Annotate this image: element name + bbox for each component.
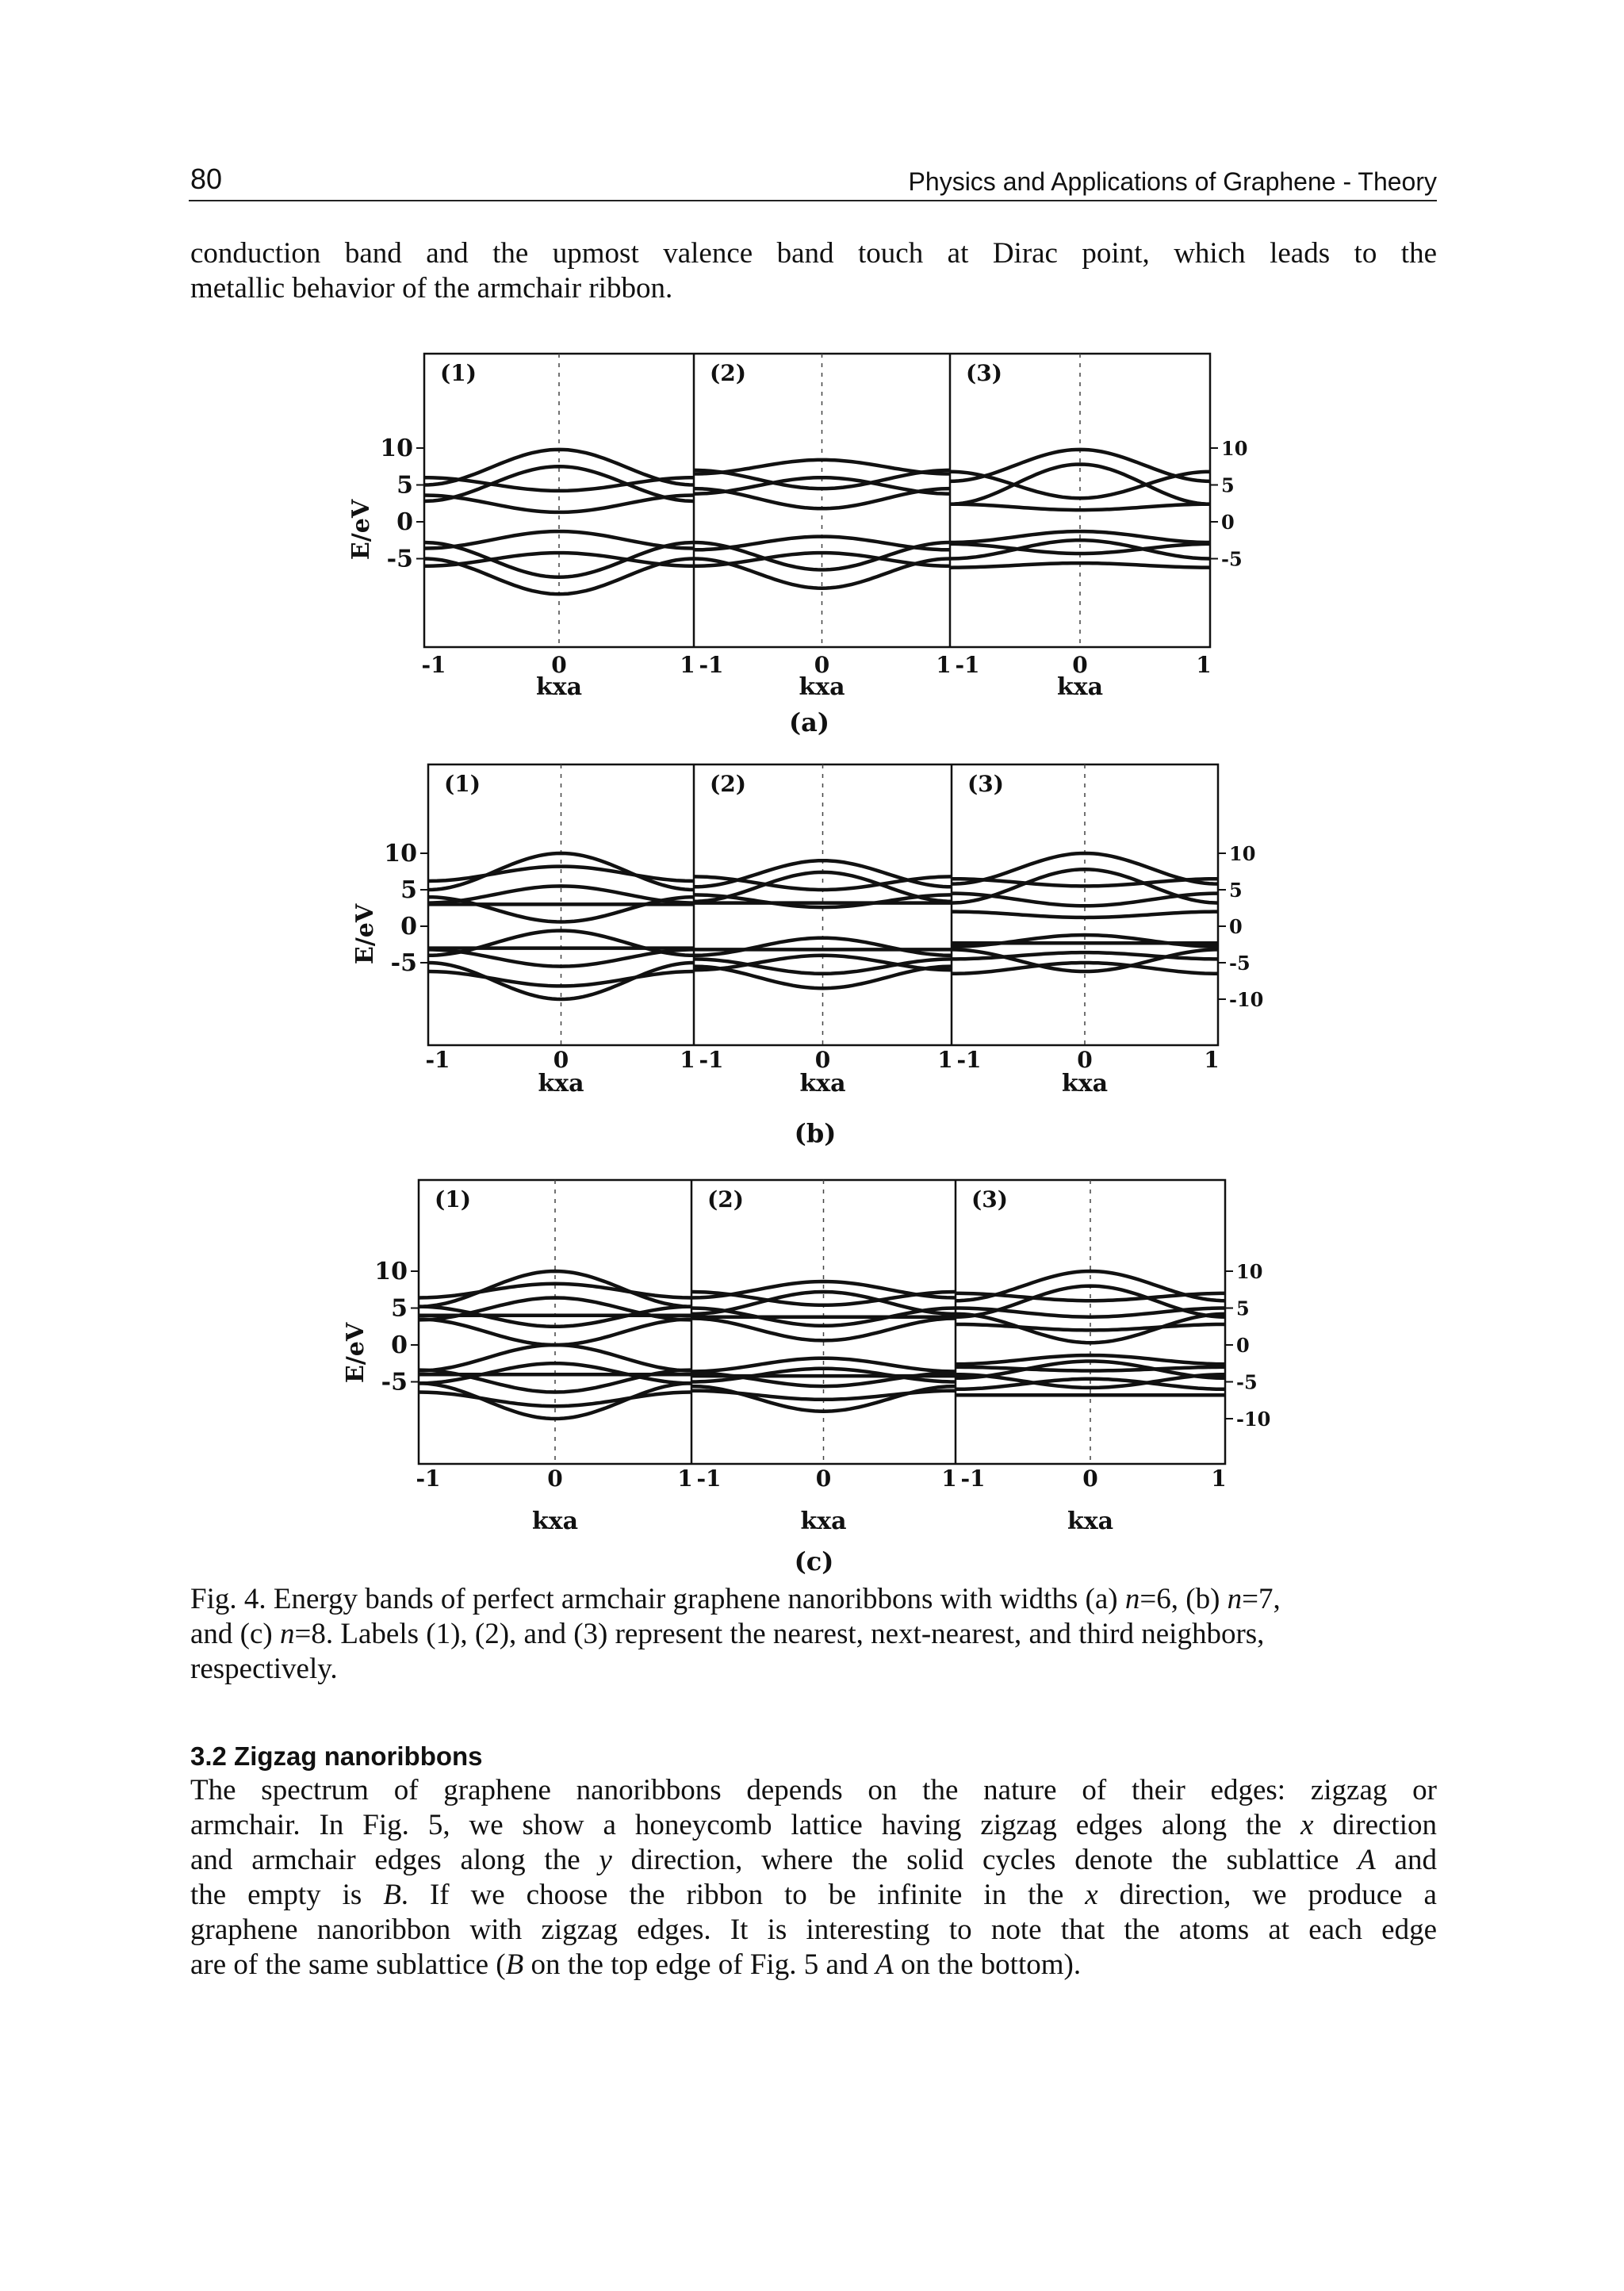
section-title: 3.2 Zigzag nanoribbons bbox=[190, 1741, 483, 1771]
energy-band-curve bbox=[952, 952, 1218, 959]
subplot-label: (1) bbox=[444, 771, 481, 797]
energy-band-curve bbox=[428, 886, 694, 902]
figure-caption bbox=[190, 1582, 1437, 1687]
x-tick-label: -1 bbox=[699, 652, 724, 678]
x-tick-label: -1 bbox=[956, 1047, 982, 1073]
energy-band-curve bbox=[428, 853, 694, 890]
x-tick-label: -1 bbox=[955, 652, 980, 678]
subplot-label: (3) bbox=[966, 360, 1002, 386]
x-axis-label: kxa bbox=[535, 673, 583, 701]
x-axis-label: kxa bbox=[531, 1508, 579, 1535]
energy-band-curve bbox=[419, 1383, 691, 1419]
panel-label: (a) bbox=[788, 707, 830, 737]
right-tick-label: -10 bbox=[1236, 1408, 1271, 1431]
energy-band-curve bbox=[694, 872, 952, 902]
caption-line: Fig. 4. Energy bands of perfect armchair graphene nanoribbons with widths (a) n=6, (b) n=7, bbox=[190, 1583, 1281, 1615]
x-tick-label: 1 bbox=[677, 1465, 693, 1492]
energy-band-curve bbox=[950, 472, 1210, 498]
energy-band-curve bbox=[952, 869, 1218, 902]
y-tick-label: 10 bbox=[384, 840, 417, 868]
subplot-label: (2) bbox=[710, 360, 746, 386]
caption-line: respectively. bbox=[190, 1653, 338, 1685]
energy-band-curve bbox=[950, 450, 1210, 481]
y-tick-label: 5 bbox=[400, 876, 417, 904]
energy-band-curve bbox=[950, 563, 1210, 568]
energy-band-curve bbox=[950, 540, 1210, 558]
text-line: and armchair edges along the y direction, where the solid cycles denote the sublattice A and bbox=[190, 1844, 1437, 1876]
right-tick-label: 10 bbox=[1236, 1260, 1263, 1283]
energy-band-curve bbox=[694, 938, 952, 956]
energy-band-curve bbox=[956, 1367, 1225, 1371]
x-tick-label: -1 bbox=[699, 1047, 724, 1073]
energy-band-curve bbox=[419, 1307, 691, 1327]
energy-band-curve bbox=[956, 1286, 1225, 1317]
energy-band-curve bbox=[952, 935, 1218, 947]
energy-band-curve bbox=[956, 1362, 1225, 1378]
energy-band-curve bbox=[956, 1379, 1225, 1389]
right-tick-label: 0 bbox=[1229, 915, 1243, 938]
text-line: graphene nanoribbon with zigzag edges. It is interesting to note that the atoms at each edge bbox=[190, 1914, 1437, 1946]
energy-band-curve bbox=[950, 544, 1210, 554]
right-tick-label: 10 bbox=[1221, 437, 1248, 460]
energy-band-curve bbox=[424, 477, 694, 491]
x-tick-label: 1 bbox=[936, 652, 952, 678]
energy-band-curve bbox=[424, 559, 694, 595]
text-line: conduction band and the upmost valence band touch at Dirac point, which leads to the bbox=[190, 237, 1437, 270]
x-tick-label: 1 bbox=[680, 1047, 695, 1073]
energy-band-curve bbox=[419, 1370, 691, 1393]
energy-band-curve bbox=[424, 466, 694, 501]
x-axis-label: kxa bbox=[799, 1070, 846, 1098]
energy-band-curve bbox=[694, 488, 950, 508]
right-tick-label: 0 bbox=[1236, 1334, 1250, 1357]
energy-band-curve bbox=[424, 553, 694, 566]
x-tick-label: 0 bbox=[1082, 1465, 1098, 1492]
y-tick-label: 0 bbox=[391, 1331, 408, 1359]
panel-frame bbox=[428, 764, 1218, 1045]
energy-band-curve bbox=[694, 537, 950, 550]
energy-band-curve bbox=[950, 531, 1210, 542]
text-line: the empty is B. If we choose the ribbon to be infinite in the x direction, we produce a bbox=[190, 1879, 1437, 1911]
panel-label: (c) bbox=[794, 1546, 834, 1576]
header-rule bbox=[189, 200, 1437, 201]
energy-band-curve bbox=[956, 1308, 1225, 1317]
right-tick-label: -5 bbox=[1236, 1370, 1258, 1394]
subplot-label: (3) bbox=[967, 771, 1004, 797]
y-tick-label: -5 bbox=[381, 1368, 408, 1396]
energy-band-curve bbox=[956, 1271, 1225, 1301]
energy-band-curve bbox=[419, 1393, 691, 1407]
energy-band-curve bbox=[694, 559, 950, 588]
x-axis-label: kxa bbox=[538, 1070, 584, 1098]
x-axis-label: kxa bbox=[799, 673, 845, 701]
subplot-label: (2) bbox=[707, 1186, 744, 1213]
y-tick-label: -5 bbox=[386, 545, 413, 573]
energy-band-curve bbox=[694, 967, 952, 989]
energy-band-curve bbox=[424, 542, 694, 577]
right-tick-label: 0 bbox=[1221, 511, 1235, 534]
energy-band-curve bbox=[428, 897, 694, 921]
x-tick-label: 0 bbox=[1077, 1047, 1093, 1073]
energy-band-curve bbox=[691, 1358, 956, 1372]
x-tick-label: -1 bbox=[960, 1465, 986, 1492]
running-title: Physics and Applications of Graphene - Theory bbox=[908, 167, 1437, 196]
energy-band-curve bbox=[691, 1319, 956, 1341]
energy-band-curve bbox=[952, 963, 1218, 974]
energy-band-curve bbox=[419, 1363, 691, 1383]
energy-band-curve bbox=[428, 931, 694, 956]
x-tick-label: 1 bbox=[680, 652, 695, 678]
energy-band-curve bbox=[424, 450, 694, 485]
energy-band-curve bbox=[952, 879, 1218, 886]
x-tick-label: -1 bbox=[416, 1465, 441, 1492]
text-line: metallic behavior of the armchair ribbon. bbox=[190, 272, 673, 305]
text-line: are of the same sublattice (B on the top edge of Fig. 5 and A on the bottom). bbox=[190, 1948, 1082, 1981]
right-tick-label: -5 bbox=[1221, 547, 1243, 571]
x-tick-label: 1 bbox=[1204, 1047, 1220, 1073]
energy-band-curve bbox=[428, 949, 694, 966]
energy-band-curve bbox=[691, 1292, 956, 1305]
y-axis-label: E/eV bbox=[342, 1322, 370, 1384]
y-tick-label: 10 bbox=[374, 1258, 408, 1285]
energy-band-curve bbox=[694, 895, 952, 907]
energy-band-curve bbox=[950, 504, 1210, 510]
page-number: 80 bbox=[190, 163, 223, 195]
right-tick-label: 10 bbox=[1229, 842, 1256, 865]
energy-band-curve bbox=[950, 465, 1210, 504]
text-line: The spectrum of graphene nanoribbons depends on the nature of their edges: zigzag or bbox=[190, 1774, 1437, 1806]
x-tick-label: 0 bbox=[814, 652, 830, 678]
energy-band-curve bbox=[956, 1355, 1225, 1364]
y-tick-label: 5 bbox=[391, 1294, 408, 1323]
x-axis-label: kxa bbox=[800, 1508, 847, 1535]
energy-band-curve bbox=[428, 867, 694, 881]
energy-band-curve bbox=[691, 1292, 956, 1314]
energy-band-curve bbox=[419, 1320, 691, 1346]
energy-band-curve bbox=[419, 1298, 691, 1320]
text-line: armchair. In Fig. 5, we show a honeycomb lattice having zigzag edges along the x direction bbox=[190, 1809, 1437, 1841]
x-tick-label: 0 bbox=[551, 652, 567, 678]
energy-band-curve bbox=[694, 460, 950, 474]
x-tick-label: 1 bbox=[941, 1465, 957, 1492]
subplot-label: (3) bbox=[971, 1186, 1008, 1213]
energy-band-curve bbox=[694, 542, 950, 570]
energy-band-curve bbox=[691, 1386, 956, 1412]
energy-band-curve bbox=[419, 1271, 691, 1307]
energy-band-curve bbox=[952, 853, 1218, 884]
subplot-label: (1) bbox=[435, 1186, 471, 1213]
y-axis-label: E/eV bbox=[351, 903, 379, 965]
y-tick-label: 10 bbox=[380, 435, 413, 462]
subplot-label: (2) bbox=[710, 771, 746, 797]
x-tick-label: 0 bbox=[547, 1465, 563, 1492]
y-tick-label: 0 bbox=[396, 508, 413, 536]
energy-band-curve bbox=[956, 1374, 1225, 1388]
energy-band-curve bbox=[694, 956, 952, 970]
subplot-label: (1) bbox=[440, 360, 477, 386]
y-tick-label: 5 bbox=[396, 471, 413, 500]
x-axis-label: kxa bbox=[1061, 1070, 1109, 1098]
energy-band-curve bbox=[419, 1345, 691, 1371]
right-tick-label: 5 bbox=[1229, 879, 1243, 902]
y-tick-label: -5 bbox=[390, 949, 417, 977]
x-tick-label: -1 bbox=[425, 1047, 450, 1073]
x-tick-label: 0 bbox=[1072, 652, 1088, 678]
right-tick-label: -5 bbox=[1229, 952, 1251, 975]
energy-band-curve bbox=[419, 1284, 691, 1298]
energy-band-curve bbox=[691, 1282, 956, 1298]
energy-band-curve bbox=[691, 1391, 956, 1400]
energy-band-curve bbox=[691, 1369, 956, 1382]
panel-frame bbox=[424, 354, 1210, 647]
x-tick-label: -1 bbox=[421, 652, 446, 678]
energy-band-curve bbox=[694, 553, 950, 566]
panel-frame bbox=[419, 1180, 1225, 1464]
y-axis-label: E/eV bbox=[347, 499, 375, 561]
section-paragraph bbox=[190, 1773, 1437, 1983]
energy-band-curve bbox=[956, 1324, 1225, 1330]
energy-band-curve bbox=[952, 949, 1218, 971]
y-tick-label: 0 bbox=[400, 913, 417, 941]
x-tick-label: 0 bbox=[553, 1047, 569, 1073]
energy-band-curve bbox=[428, 963, 694, 999]
x-tick-label: 1 bbox=[1196, 652, 1212, 678]
x-axis-label: kxa bbox=[1067, 1508, 1114, 1535]
energy-band-curve bbox=[952, 912, 1218, 918]
energy-band-curve bbox=[691, 1308, 956, 1326]
energy-band-curve bbox=[694, 959, 952, 973]
x-tick-label: 1 bbox=[937, 1047, 953, 1073]
energy-band-curve bbox=[694, 860, 952, 887]
energy-band-curve bbox=[952, 894, 1218, 906]
x-tick-label: -1 bbox=[696, 1465, 722, 1492]
right-tick-label: -10 bbox=[1229, 988, 1264, 1011]
x-tick-label: 0 bbox=[814, 1047, 831, 1073]
energy-band-curve bbox=[691, 1373, 956, 1386]
energy-band-curve bbox=[694, 470, 950, 488]
energy-band-curve bbox=[956, 1293, 1225, 1301]
x-axis-label: kxa bbox=[1056, 673, 1104, 701]
x-tick-label: 0 bbox=[815, 1465, 832, 1492]
caption-line: and (c) n=8. Labels (1), (2), and (3) represent the nearest, next-nearest, and third neighbors, bbox=[190, 1618, 1265, 1650]
x-tick-label: 1 bbox=[1211, 1465, 1227, 1492]
energy-band-curve bbox=[694, 477, 950, 494]
energy-band-curve bbox=[694, 876, 952, 890]
panel-label: (b) bbox=[794, 1118, 837, 1148]
right-tick-label: 5 bbox=[1236, 1297, 1250, 1320]
right-tick-label: 5 bbox=[1221, 473, 1235, 497]
energy-band-curve bbox=[956, 1314, 1225, 1343]
energy-band-curve bbox=[424, 496, 694, 512]
energy-band-curve bbox=[428, 971, 694, 986]
intro-paragraph bbox=[190, 236, 1437, 306]
energy-band-curve bbox=[424, 531, 694, 548]
